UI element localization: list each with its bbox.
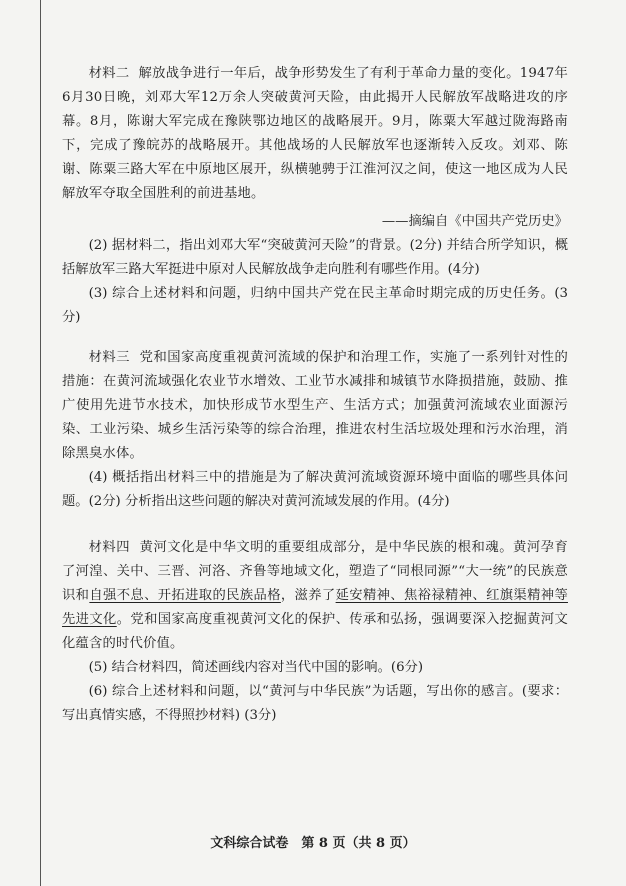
material-2-text: 解放战争进行一年后，战争形势发生了有利于革命力量的变化。1947年6月30日晚，刘邓大军12万余人突破黄河天险，由此揭开人民解放军战略进攻的序幕。8月，陈谢大军完成在豫陕鄂边地区的战略展开。9月，陈粟大军越过陇海路南下，完成了豫皖苏的战略展开。其他战场的人民解放军也逐渐转入反攻。刘邓、陈谢、陈粟三路大军在中原地区展开，纵横驰骋于江淮河汉之间，使这一地区成为人民解放军夺取全国胜利的前进基地。 — [62, 66, 568, 201]
question-4: (4) 概括指出材料三中的措施是为了解决黄河流域资源环境中面临的哪些具体问题。(2分) 分析指出这些问题的解决对黄河流域发展的作用。(4分) — [62, 470, 568, 509]
material-4-underline-1: 自强不息、开拓进取的民族品格 — [89, 588, 281, 603]
question-2: (2) 据材料二，指出刘邓大军“突破黄河天险”的背景。(2分) 并结合所学知识，概括解放军三路大军挺进中原对人民解放战争走向胜利有哪些作用。(4分) — [62, 238, 568, 277]
question-3: (3) 综合上述材料和问题，归纳中国共产党在民主革命时期完成的历史任务。(3分) — [62, 286, 568, 325]
material-3-label: 材料三 — [88, 350, 131, 365]
material-4-underline-2: 延安精神、焦裕禄精神、红旗渠精神等先进文化 — [62, 588, 568, 627]
material-2 — [62, 62, 568, 206]
question-5: (5) 结合材料四，简述画线内容对当代中国的影响。(6分) — [88, 660, 424, 675]
material-3-text: 党和国家高度重视黄河流域的保护和治理工作，实施了一系列针对性的措施：在黄河流域强化农业节水增效、工业节水减排和城镇节水降损措施，鼓励、推广使用先进节水技术，加快形成节水型生产、生活方式；加强黄河流域农业面源污染、工业污染、城乡生活污染等的综合治理，推进农村生活垃圾处理和污水治理，消除黑臭水体。 — [62, 350, 569, 461]
material-4-text-c: 。党和国家高度重视黄河文化的保护、传承和弘扬，强调要深入挖掘黄河文化蕴含的时代价值。 — [62, 612, 568, 651]
page-content — [62, 62, 568, 728]
material-2-label: 材料二 — [88, 66, 130, 81]
question-6: (6) 综合上述材料和问题，以“黄河与中华民族”为话题，写出你的感言。(要求：写出真情实感，不得照抄材料) (3分) — [62, 684, 568, 723]
material-3 — [62, 346, 568, 466]
page-footer: 文科综合试卷 第 8 页（共 8 页） — [210, 836, 416, 851]
material-4-text-a: 黄河文化是中华文明的重要组成部分，是中华民族的根和魂。黄河孕育了河湟、关中、三晋、河洛、齐鲁等地域文化，塑造了“同根同源”“大一统”的民族意识和 — [62, 540, 569, 603]
material-4 — [62, 536, 568, 656]
material-2-source: ——摘编自《中国共产党历史》 — [381, 214, 568, 229]
margin-rule — [40, 0, 41, 886]
material-4-text-b: ，滋养了 — [280, 588, 336, 603]
material-4-label: 材料四 — [88, 540, 131, 555]
